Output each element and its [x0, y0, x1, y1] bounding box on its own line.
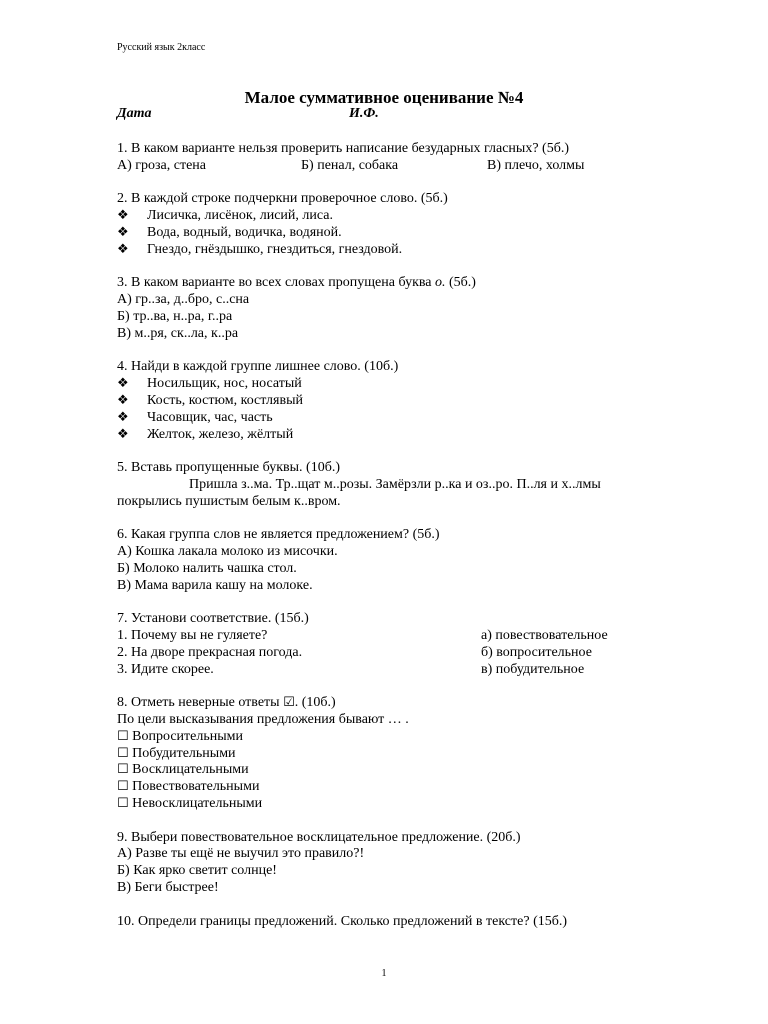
sentence-type: в) побудительное	[481, 661, 585, 677]
list-item: ❖ Желток, железо, жёлтый	[117, 426, 294, 442]
option-b: Б) тр..ва, н..ра, г..ра	[117, 308, 233, 324]
diamond-bullet-icon: ❖	[117, 376, 129, 392]
question-text: 7. Установи соответствие. (15б.)	[117, 611, 309, 627]
checkbox-icon: ☐	[117, 779, 129, 795]
diamond-bullet-icon: ❖	[117, 426, 129, 442]
match-row	[117, 662, 657, 679]
diamond-bullet-icon: ❖	[117, 224, 129, 240]
sentence: 2. На дворе прекрасная погода.	[117, 644, 303, 660]
question-5	[117, 460, 657, 510]
question-prompt: По цели высказывания предложения бывают … .	[117, 712, 409, 728]
question-10	[117, 914, 657, 931]
checkbox-option: ☐ Невосклицательными	[117, 796, 263, 812]
option-a: А) Разве ты ещё не выучил это правило?!	[117, 846, 365, 862]
checked-box-icon: ☑	[283, 695, 295, 711]
question-text: 4. Найди в каждой группе лишнее слово. (10б.)	[117, 359, 399, 375]
diamond-bullet-icon: ❖	[117, 409, 129, 425]
match-row	[117, 645, 657, 662]
letter-o: о.	[435, 275, 446, 291]
checkbox-icon: ☐	[117, 728, 129, 744]
list-item: ❖ Кость, костюм, костлявый	[117, 392, 303, 408]
checkbox-option: ☐ Побудительными	[117, 745, 236, 761]
meta-line	[117, 106, 379, 122]
list-item: ❖ Лисичка, лисёнок, лисий, лиса.	[117, 208, 333, 224]
list-item: ❖ Часовщик, час, часть	[117, 409, 273, 425]
option-a: А) гроза, стена	[117, 157, 207, 173]
option-c: В) Беги быстрее!	[117, 880, 219, 896]
page-header: Русский язык 2класс	[117, 42, 206, 53]
checkbox-icon: ☐	[117, 745, 129, 761]
sentence-type: а) повествовательное	[481, 628, 608, 644]
question-text: 10. Определи границы предложений. Сколько предложений в тексте? (15б.)	[117, 913, 568, 929]
exercise-text-line-2: покрылись пушистым белым к..вром.	[117, 493, 341, 509]
option-a: А) Кошка лакала молоко из мисочки.	[117, 544, 338, 560]
diamond-bullet-icon: ❖	[117, 241, 129, 257]
diamond-bullet-icon: ❖	[117, 208, 129, 224]
list-item: ❖ Вода, водный, водичка, водяной.	[117, 224, 342, 240]
sentence: 1. Почему вы не гуляете?	[117, 628, 268, 644]
checkbox-option: ☐ Восклицательными	[117, 762, 249, 778]
page-title: Малое суммативное оценивание №4	[244, 88, 524, 107]
list-item: ❖ Гнездо, гнёздышко, гнездиться, гнездовой.	[117, 241, 403, 257]
question-2	[117, 191, 657, 258]
sentence: 3. Идите скорее.	[117, 661, 214, 677]
option-c: В) Мама варила кашу на молоке.	[117, 577, 313, 593]
question-9	[117, 830, 657, 897]
match-row	[117, 628, 657, 645]
option-b: Б) Молоко налить чашка стол.	[117, 560, 297, 576]
question-1	[117, 141, 657, 175]
question-4	[117, 359, 657, 443]
option-c: В) плечо, холмы	[487, 157, 585, 173]
question-text: 1. В каком варианте нельзя проверить написание безударных гласных? (5б.)	[117, 141, 569, 156]
question-7	[117, 611, 657, 678]
question-3	[117, 275, 657, 342]
question-6	[117, 527, 657, 594]
list-item: ❖ Носильщик, нос, носатый	[117, 376, 302, 392]
questions	[117, 141, 657, 947]
question-text: 2. В каждой строке подчеркни проверочное слово. (5б.)	[117, 191, 448, 207]
page-number: 1	[381, 968, 387, 979]
question-text: 3. В каком варианте во всех словах пропущена буква о. (5б.)	[117, 275, 476, 291]
checkbox-option: ☐ Повествовательными	[117, 779, 260, 795]
exercise-text-line-1: Пришла з..ма. Тр..щат м..розы. Замёрзли р..ка и оз..ро. П..ля и х..лмы	[189, 476, 601, 492]
option-c: В) м..ря, ск..ла, к..ра	[117, 325, 239, 341]
question-text: 6. Какая группа слов не является предложением? (5б.)	[117, 527, 440, 543]
name-label: И.Ф.	[349, 106, 379, 121]
checkbox-icon: ☐	[117, 762, 129, 778]
date-label: Дата	[117, 106, 152, 121]
checkbox-option: ☐ Вопросительными	[117, 728, 243, 744]
option-b: Б) пенал, собака	[301, 157, 399, 173]
question-8	[117, 695, 657, 813]
question-text: 9. Выбери повествовательное восклицательное предложение. (20б.)	[117, 829, 521, 845]
question-text: 5. Вставь пропущенные буквы. (10б.)	[117, 460, 340, 476]
question-text: 8. Отметь неверные ответы ☑. (10б.)	[117, 695, 336, 711]
diamond-bullet-icon: ❖	[117, 392, 129, 408]
answer-options	[117, 158, 657, 175]
sentence-type: б) вопросительное	[481, 644, 592, 660]
option-b: Б) Как ярко светит солнце!	[117, 863, 277, 879]
checkbox-icon: ☐	[117, 796, 129, 812]
option-a: А) гр..за, д..бро, с..сна	[117, 292, 250, 308]
